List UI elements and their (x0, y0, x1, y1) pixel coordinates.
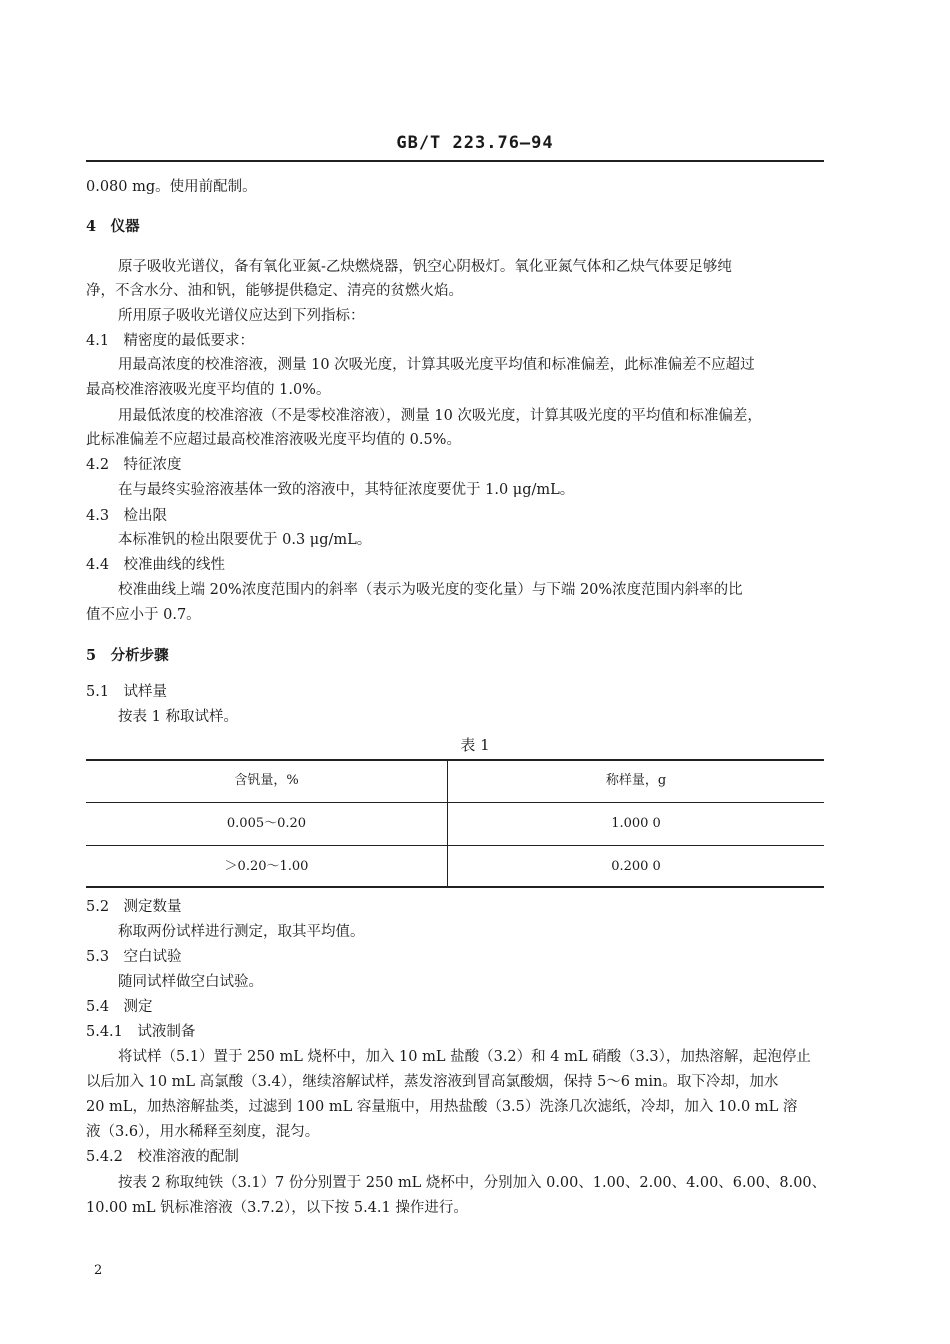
table-bottom-rule (86, 886, 824, 888)
paragraph-line: 称取两份试样进行测定，取其平均值。 (118, 924, 365, 940)
table-header-vanadium: 含钒量，% (234, 773, 299, 788)
paragraph-line: 值不应小于 0.7。 (86, 607, 201, 623)
paragraph-line: 20 mL，加热溶解盐类，过滤到 100 mL 容量瓶中，用热盐酸（3.5）洗涤几次滤纸，冷却，加入 10.0 mL 溶 (86, 1099, 798, 1115)
table-row-rule (86, 845, 824, 846)
table-cell: 0.200 0 (611, 859, 661, 874)
subsection-heading: 5.4 测定 (86, 999, 153, 1015)
paragraph-line: 所用原子吸收光谱仪应达到下列指标： (118, 308, 365, 324)
subsection-heading: 5.4.2 校准溶液的配制 (86, 1149, 239, 1165)
table-cell: ＞0.20～1.00 (224, 859, 309, 874)
paragraph-line: 10.00 mL 钒标准溶液（3.7.2），以下按 5.4.1 操作进行。 (86, 1200, 468, 1216)
paragraph-line: 按表 2 称取纯铁（3.1）7 份分别置于 250 mL 烧杯中，分别加入 0.00、1.00、2.00、4.00、6.00、8.00、 (118, 1175, 827, 1191)
paragraph-line: 随同试样做空白试验。 (118, 974, 263, 990)
standard-code: GB/T 223.76—94 (396, 133, 554, 153)
paragraph-line: 校准曲线上端 20%浓度范围内的斜率（表示为吸光度的变化量）与下端 20%浓度范围内斜率的比 (118, 582, 743, 598)
table-cell: 1.000 0 (611, 816, 661, 831)
paragraph-line: 用最低浓度的校准溶液（不是零校准溶液），测量 10 次吸光度，计算其吸光度的平均值和标准偏差， (118, 408, 762, 424)
paragraph-line: 最高校准溶液吸光度平均值的 1.0%。 (86, 382, 331, 398)
paragraph-line: 0.080 mg。使用前配制。 (86, 179, 257, 195)
table-header-mass: 称样量，g (605, 773, 667, 788)
section-heading-4: 4 仪器 (86, 218, 140, 235)
header-rule (86, 160, 824, 162)
paragraph-line: 原子吸收光谱仪，备有氧化亚氮-乙炔燃烧器，钒空心阴极灯。氧化亚氮气体和乙炔气体要足够纯 (118, 259, 732, 275)
subsection-heading: 4.3 检出限 (86, 508, 168, 524)
sample-mass-table (86, 759, 824, 888)
page-number: 2 (94, 1263, 103, 1278)
subsection-heading: 5.1 试样量 (86, 684, 168, 700)
subsection-heading: 5.3 空白试验 (86, 949, 182, 965)
subsection-heading: 4.1 精密度的最低要求： (86, 333, 255, 349)
paragraph-line: 本标准钒的检出限要优于 0.3 μg/mL。 (118, 532, 372, 548)
paragraph-line: 以后加入 10 mL 高氯酸（3.4），继续溶解试样，蒸发溶液到冒高氯酸烟，保持 5～6 min。取下冷却，加水 (86, 1074, 779, 1090)
paragraph-line: 净，不含水分、油和钒，能够提供稳定、清亮的贫燃火焰。 (86, 283, 463, 299)
section-heading-5: 5 分析步骤 (86, 647, 169, 664)
paragraph-line: 在与最终实验溶液基体一致的溶液中，其特征浓度要优于 1.0 μg/mL。 (118, 482, 575, 498)
subsection-heading: 5.2 测定数量 (86, 899, 182, 915)
paragraph-line: 用最高浓度的校准溶液，测量 10 次吸光度，计算其吸光度平均值和标准偏差，此标准偏差不应超过 (118, 357, 755, 373)
subsection-heading: 5.4.1 试液制备 (86, 1024, 196, 1040)
paragraph-line: 液（3.6），用水稀释至刻度，混匀。 (86, 1124, 320, 1140)
table-caption: 表 1 (460, 736, 490, 754)
table-cell: 0.005～0.20 (226, 816, 307, 831)
paragraph-line: 此标准偏差不应超过最高校准溶液吸光度平均值的 0.5%。 (86, 432, 461, 448)
subsection-heading: 4.2 特征浓度 (86, 457, 182, 473)
table-top-rule (86, 759, 824, 761)
paragraph-line: 按表 1 称取试样。 (118, 709, 238, 725)
paragraph-line: 将试样（5.1）置于 250 mL 烧杯中，加入 10 mL 盐酸（3.2）和 4 mL 硝酸（3.3），加热溶解，起泡停止 (118, 1049, 811, 1065)
table-header-rule (86, 802, 824, 803)
subsection-heading: 4.4 校准曲线的线性 (86, 557, 226, 573)
